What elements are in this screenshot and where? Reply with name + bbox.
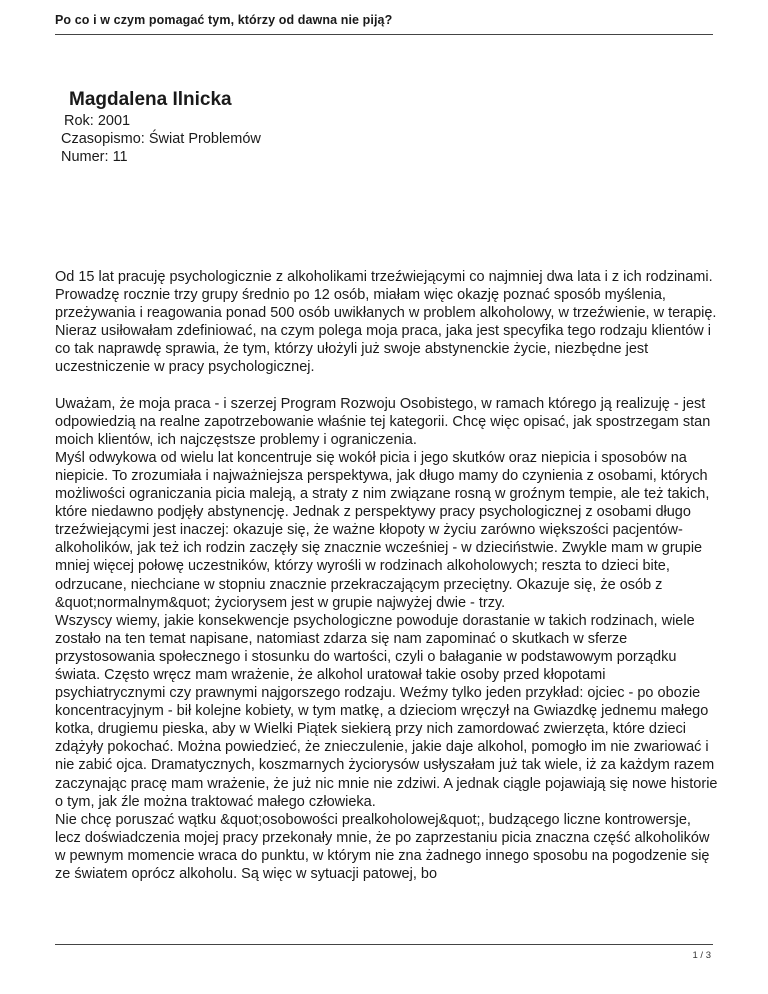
running-header-title: Po co i w czym pomagać tym, którzy od dawna nie piją?	[55, 13, 393, 27]
paragraph: Nie chcę poruszać wątku &quot;osobowości prealkoholowej&quot;, budzącego liczne kontrowersje, lecz doświadczenia mojej pracy przekonały mnie, że po zaprzestaniu picia znaczna część alkoholików w pewnym momencie wraca do punktu, w którym nie zna żadnego innego sposobu na pogodzenie się ze światem oprócz alkoholu. Są więc w sytuacji patowej, bo	[55, 811, 710, 882]
paragraph: Myśl odwykowa od wielu lat koncentruje się wokół picia i jego skutków oraz niepicia i sposobów na niepicie. To zrozumiała i najważniejsza perspektywa, jak długo mamy do czynienia z osobami, których możliwości ograniczania picia maleją, a straty z nim związane rosną w groźnym tempie, ale też takich, które niedawno podjęły abstynencję. Jednak z perspektywy pracy psychologicznej z osobami długo trzeźwiejącymi jest inaczej: okazuje się, że ważne kłopoty w życiu zarówno większości pacjentów-alkoholików, jak też ich rodzin zaczęły się znacznie wcześniej - w dzieciństwie. Zwykle mam w grupie mniej więcej połowę uczestników, którzy wyrośli w rodzinach alkoholowych; reszta to dzieci bite, odrzucane, niechciane w stopniu znacznie przekraczającym przeciętny. Okazuje się, że osób z &quot;normalnym&quot; życiorysem jest w grupie najwyżej dwie - trzy.	[55, 449, 710, 611]
article-author: Magdalena Ilnicka	[69, 89, 232, 110]
article-body	[55, 268, 719, 883]
page-number: 1 / 3	[692, 950, 711, 961]
paragraph: Uważam, że moja praca - i szerzej Program Rozwoju Osobistego, w ramach którego ją realizuję - jest odpowiedzią na realne zapotrzebowanie właśnie tej kategorii. Chcę więc opisać, jak spostrzegam stan moich klientów, ich najczęstsze problemy i ograniczenia.	[55, 395, 711, 448]
footer-divider	[55, 944, 713, 945]
meta-issue: Numer: 11	[61, 149, 128, 165]
paragraph: Od 15 lat pracuję psychologicznie z alkoholikami trzeźwiejącymi co najmniej dwa lata i z ich rodzinami. Prowadzę rocznie trzy grupy średnio po 12 osób, miałam więc okazję poznać sposób myślenia, przeżywania i reagowania ponad 500 osób uwikłanych w problem alkoholowy, w trzeźwienie, w terapię. Nieraz usiłowałam zdefiniować, na czym polega moja praca, jaka jest specyfika tego rodzaju klientów i co tak naprawdę sprawia, że tym, którzy ułożyli już swoje abstynenckie życie, niezbędne jest uczestniczenie w pracy psychologicznej.	[55, 269, 717, 376]
article-metadata	[61, 112, 261, 166]
paragraph: Wszyscy wiemy, jakie konsekwencje psychologiczne powoduje dorastanie w takich rodzinach, wiele zostało na ten temat napisane, natomiast zdarza się nam zapominać o skutkach w sferze przystosowania społecznego i stosunku do wartości, czyli o bałaganie w podstawowym porządku świata. Często wręcz mam wrażenie, że alkohol uratował takie osoby przed kłopotami psychiatrycznymi czy prawnymi najgorszego rodzaju. Weźmy tylko jeden przykład: ojciec - po obozie koncentracyjnym - bił kolejne kobiety, w tym matkę, a dzieciom wręczył na Gwiazdkę jednemu małego kotka, drugiemu pieska, aby w Wielki Piątek siekierą przy nich zamordować zwierzęta, które dzieci zdążyły pokochać. Można powiedzieć, że znieczulenie, jakie daje alkohol, pomogło im nie zwariować i nie zabić ojca. Dramatycznych, koszmarnych życiorysów usłyszałam już tak wiele, iż za każdym razem zaczynając pracę mam wrażenie, że już nic mnie nie zdziwi. A jednak ciągle pojawiają się nowe historie o tym, jak źle można traktować małego człowieka.	[55, 612, 718, 810]
header-divider	[55, 34, 713, 35]
meta-journal: Czasopismo: Świat Problemów	[61, 131, 261, 147]
meta-year: Rok: 2001	[64, 113, 131, 129]
